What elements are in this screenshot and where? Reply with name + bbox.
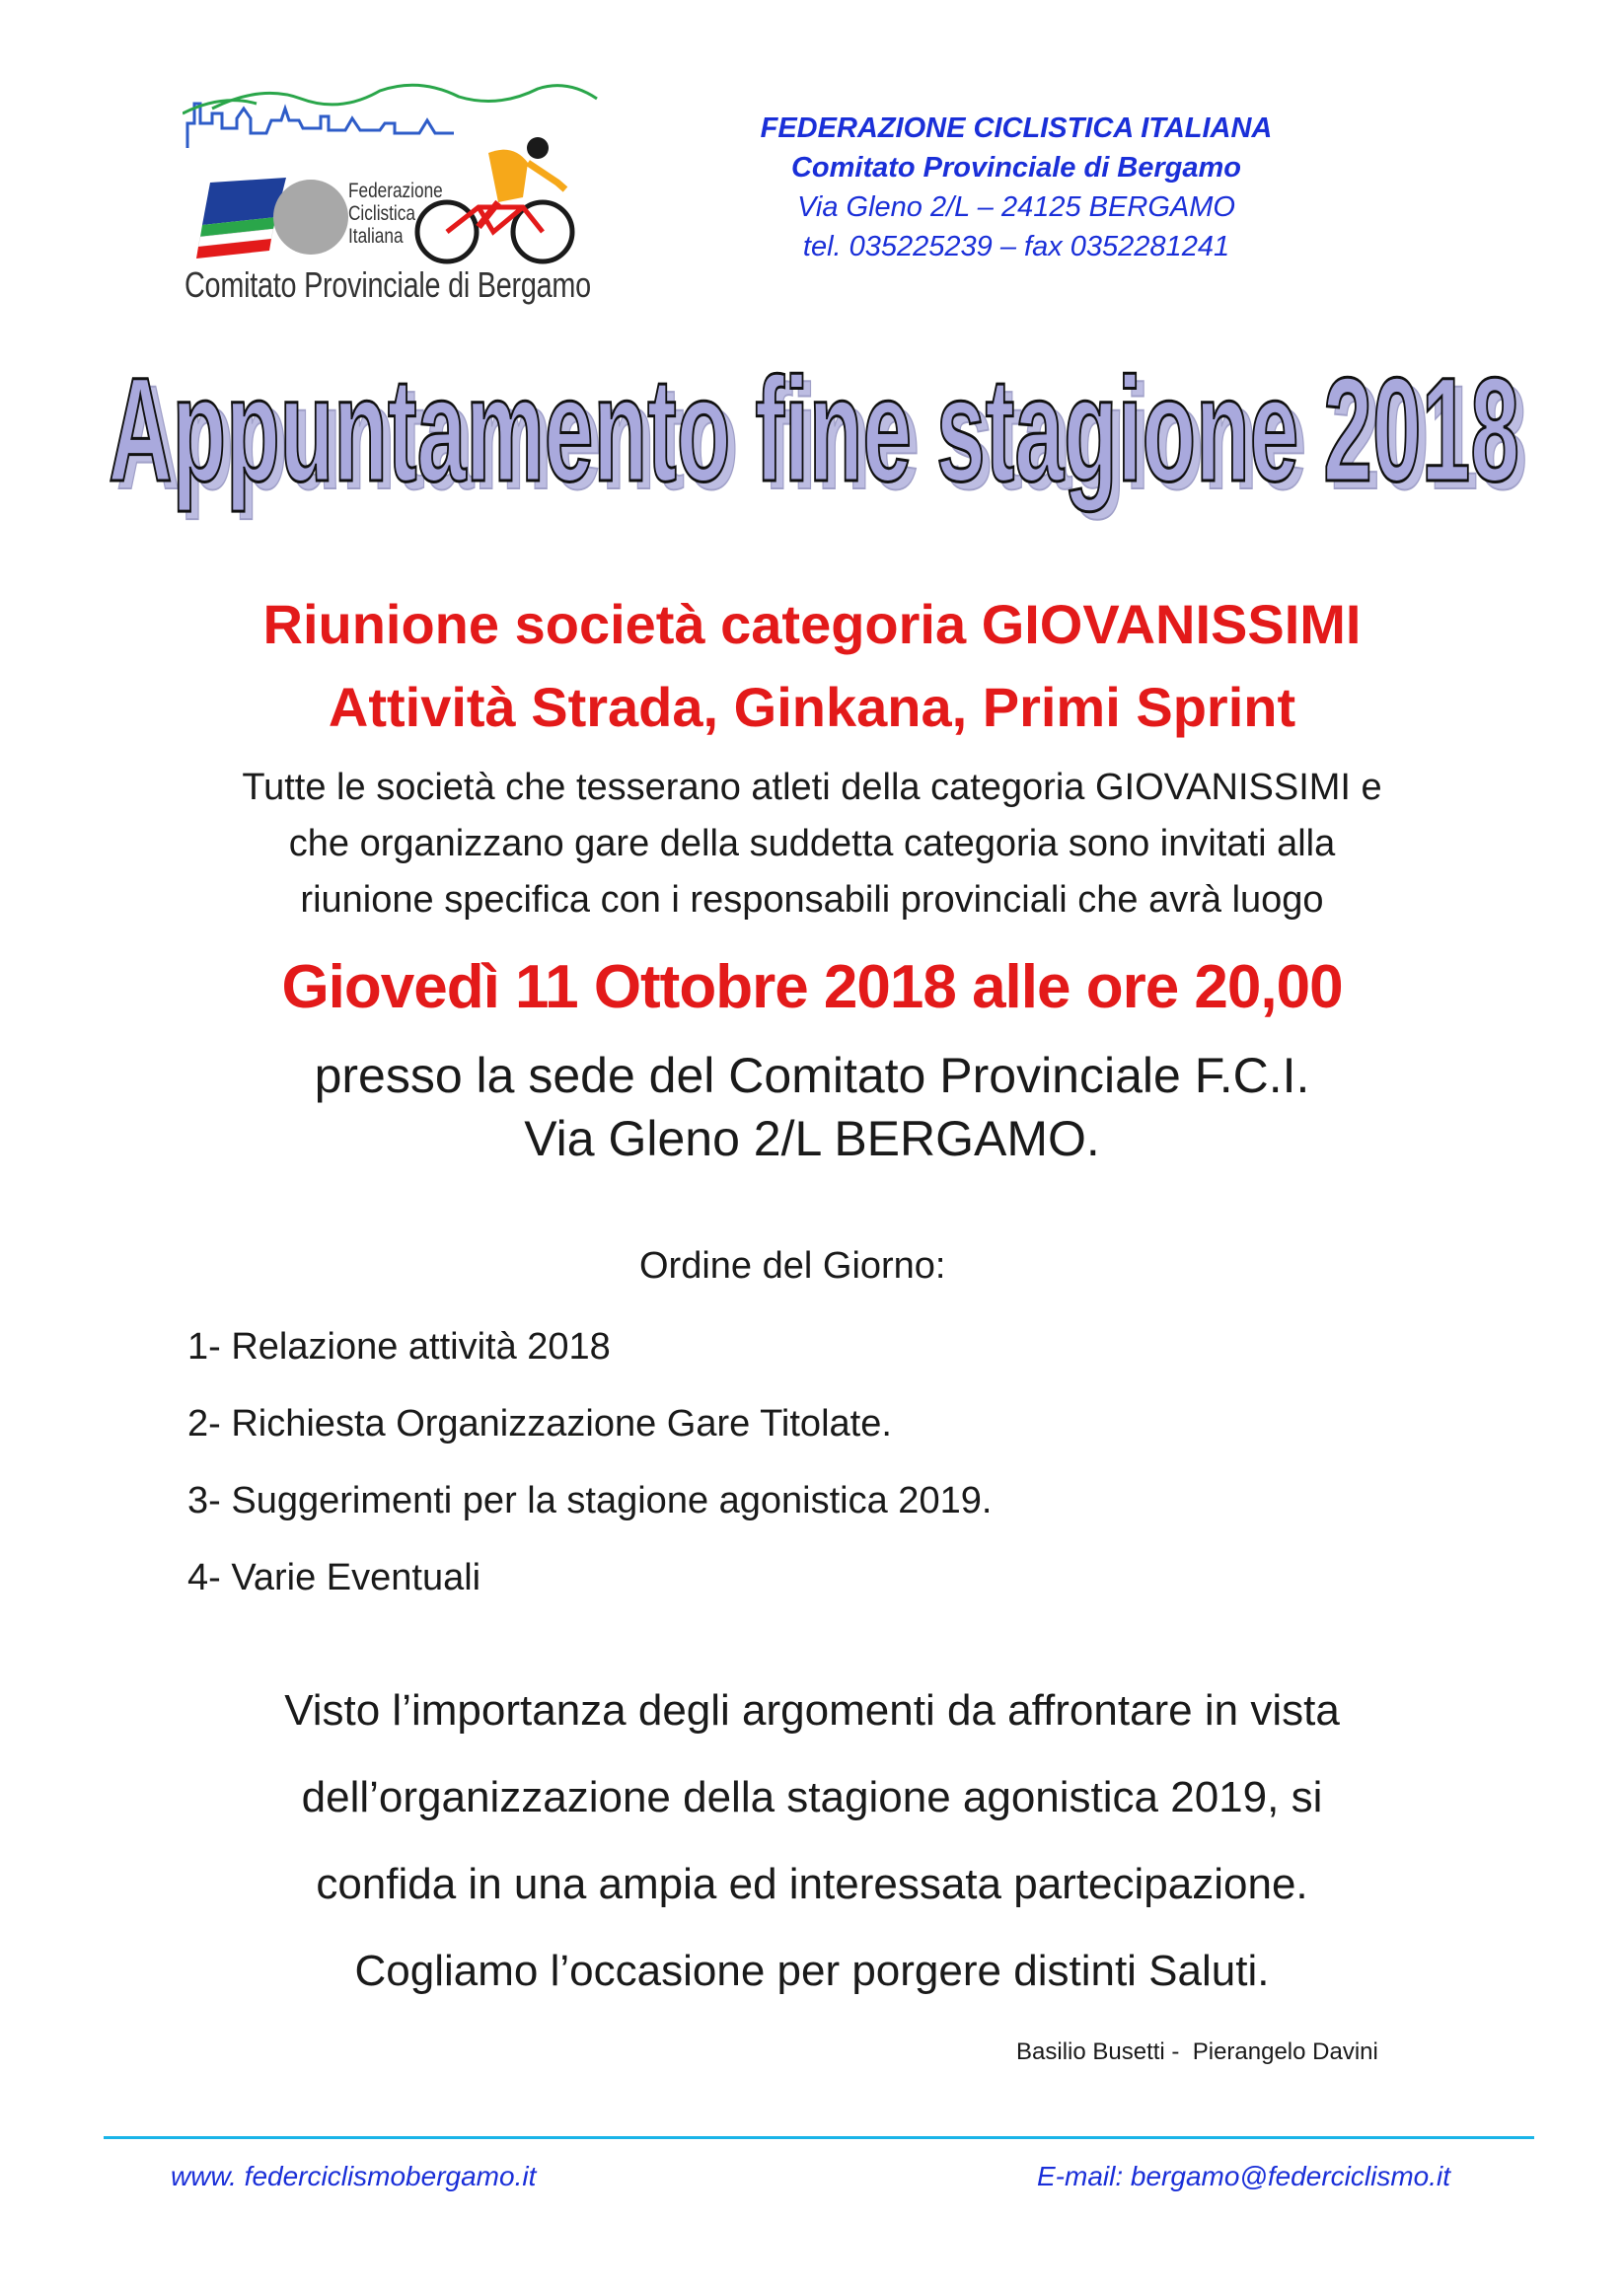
heading-meeting: Riunione società categoria GIOVANISSIMI [262,593,1362,655]
heading-activities: Attività Strada, Ginkana, Primi Sprint [328,676,1296,738]
closing-line: confida in una ampia ed interessata partecipazione. [316,1860,1308,1908]
logo-line: Ciclistica [348,202,415,225]
main-title-shadow: Appuntamento fine stagione 2018 [116,354,1527,520]
agenda-title: Ordine del Giorno: [639,1245,946,1287]
venue [0,1044,1624,1170]
intro-line: riunione specifica con i responsabili provinciali che avrà luogo [300,879,1324,921]
agenda-item: 4- Varie Eventuali [187,1557,481,1598]
logo-federation-text [348,180,443,248]
intro-line: che organizzano gare della suddetta categoria sono invitati alla [288,823,1336,864]
venue-line: presso la sede del Comitato Provinciale F.C.I. [314,1048,1310,1103]
closing-line: Cogliamo l’occasione per porgere distinti Saluti. [354,1947,1270,1995]
intro-paragraph [0,760,1624,928]
meeting-date: Giovedì 11 Ottobre 2018 alle ore 20,00 [281,953,1343,1021]
main-title [0,340,1624,538]
agenda-item: 3- Suggerimenti per la stagione agonistica 2019. [187,1480,993,1521]
federation-name: FEDERAZIONE CICLISTICA ITALIANA [760,112,1273,144]
committee-name: Comitato Provinciale di Bergamo [790,152,1242,184]
fci-logo [183,79,617,316]
agenda-item: 2- Richiesta Organizzazione Gare Titolate. [187,1403,892,1444]
closing-paragraph [0,1667,1624,2015]
website-link[interactable]: www. federciclismobergamo.it [171,2161,537,2191]
logo-caption: Comitato Provinciale di Bergamo [185,264,591,305]
email-link[interactable]: E-mail: bergamo@federciclismo.it [1037,2161,1450,2191]
letterhead [681,109,1352,266]
closing-line: Visto l’importanza degli argomenti da affrontare in vista [284,1686,1340,1735]
logo-line: Italiana [348,225,404,248]
address: Via Gleno 2/L – 24125 BERGAMO [797,191,1235,223]
logo-line: Federazione [348,180,443,202]
intro-line: Tutte le società che tesserano atleti della categoria GIOVANISSIMI e [242,767,1382,808]
agenda-item: 1- Relazione attività 2018 [187,1326,611,1368]
phone-fax: tel. 035225239 – fax 0352281241 [802,231,1230,262]
closing-line: dell’organizzazione della stagione agonistica 2019, si [301,1773,1323,1821]
footer-divider [104,2136,1534,2139]
main-title-text: Appuntamento fine stagione 2018 [109,346,1519,512]
signature: Basilio Busetti - Pierangelo Davini [1016,2038,1378,2065]
venue-line: Via Gleno 2/L BERGAMO. [524,1111,1100,1166]
agenda-list [187,1322,992,1630]
